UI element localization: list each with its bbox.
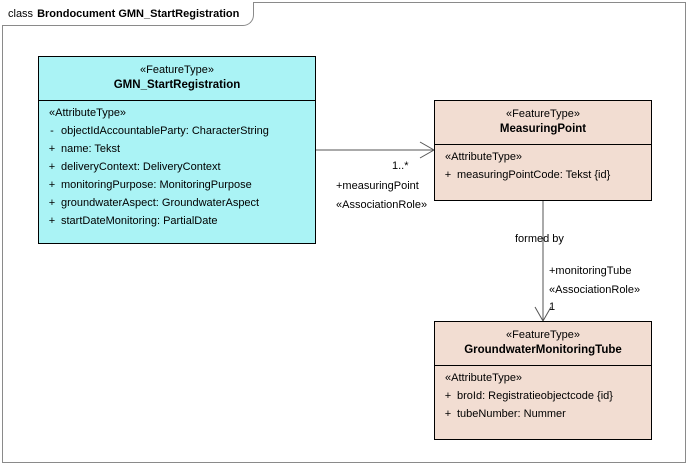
connector-multiplicity-measuring-point: 1..* bbox=[392, 160, 409, 172]
class-header bbox=[435, 101, 651, 145]
connector-role-monitoring-tube: +monitoringTube bbox=[549, 265, 632, 277]
attribute-visibility: + bbox=[444, 390, 452, 403]
class-name: MeasuringPoint bbox=[499, 122, 587, 135]
attribute-text: tubeNumber: Nummer bbox=[457, 408, 566, 421]
attribute-visibility: + bbox=[48, 215, 56, 228]
class-stereotype: «FeatureType» bbox=[506, 108, 580, 120]
attribute-text: objectIdAccountableParty: CharacterString bbox=[61, 125, 269, 138]
connector-multiplicity-monitoring-tube: 1 bbox=[549, 301, 556, 313]
attribute-visibility: + bbox=[48, 143, 56, 156]
attribute-row bbox=[43, 141, 311, 159]
class-attributes-compartment bbox=[435, 366, 651, 429]
attribute-visibility: + bbox=[444, 408, 452, 421]
attribute-visibility: - bbox=[50, 125, 54, 138]
attribute-row bbox=[43, 123, 311, 141]
attribute-text: monitoringPurpose: MonitoringPurpose bbox=[61, 179, 252, 192]
attribute-text: startDateMonitoring: PartialDate bbox=[61, 215, 218, 228]
class-name: GroundwaterMonitoringTube bbox=[464, 343, 622, 356]
class-stereotype: «FeatureType» bbox=[506, 329, 580, 341]
compartment-title: «AttributeType» bbox=[445, 372, 523, 385]
connector-stereotype-measuring-point: «AssociationRole» bbox=[336, 199, 428, 211]
class-gmn-start-registration[interactable] bbox=[38, 56, 316, 244]
attribute-row bbox=[439, 406, 647, 424]
diagram-frame-label-name: Brondocument GMN_StartRegistration bbox=[37, 7, 240, 20]
attribute-text: deliveryContext: DeliveryContext bbox=[61, 161, 221, 174]
attribute-row bbox=[43, 159, 311, 177]
class-header bbox=[39, 57, 315, 101]
diagram-frame-label-kind: class bbox=[8, 7, 34, 20]
diagram-frame-label bbox=[2, 2, 254, 26]
compartment-title: «AttributeType» bbox=[445, 151, 523, 164]
connector-name-formed-by: formed by bbox=[515, 233, 564, 245]
attribute-text: name: Tekst bbox=[61, 143, 121, 156]
class-stereotype: «FeatureType» bbox=[140, 64, 214, 76]
attribute-visibility: + bbox=[444, 169, 452, 182]
class-attributes-compartment bbox=[39, 101, 315, 236]
attribute-row bbox=[43, 213, 311, 231]
attribute-row bbox=[43, 195, 311, 213]
attribute-row bbox=[439, 388, 647, 406]
class-attributes-compartment bbox=[435, 145, 651, 190]
attribute-visibility: + bbox=[48, 179, 56, 192]
attribute-text: broId: Registratieobjectcode {id} bbox=[457, 390, 613, 403]
class-header bbox=[435, 322, 651, 366]
attribute-text: groundwaterAspect: GroundwaterAspect bbox=[61, 197, 260, 210]
attribute-row bbox=[439, 167, 647, 185]
connector-role-measuring-point: +measuringPoint bbox=[336, 180, 419, 192]
attribute-text: measuringPointCode: Tekst {id} bbox=[457, 169, 611, 182]
class-measuring-point[interactable] bbox=[434, 100, 652, 201]
attribute-visibility: + bbox=[48, 197, 56, 210]
connector-stereotype-monitoring-tube: «AssociationRole» bbox=[549, 284, 641, 296]
compartment-title: «AttributeType» bbox=[49, 107, 127, 120]
attribute-visibility: + bbox=[48, 161, 56, 174]
attribute-row bbox=[43, 177, 311, 195]
class-name: GMN_StartRegistration bbox=[113, 78, 241, 91]
class-groundwater-monitoring-tube[interactable] bbox=[434, 321, 652, 440]
